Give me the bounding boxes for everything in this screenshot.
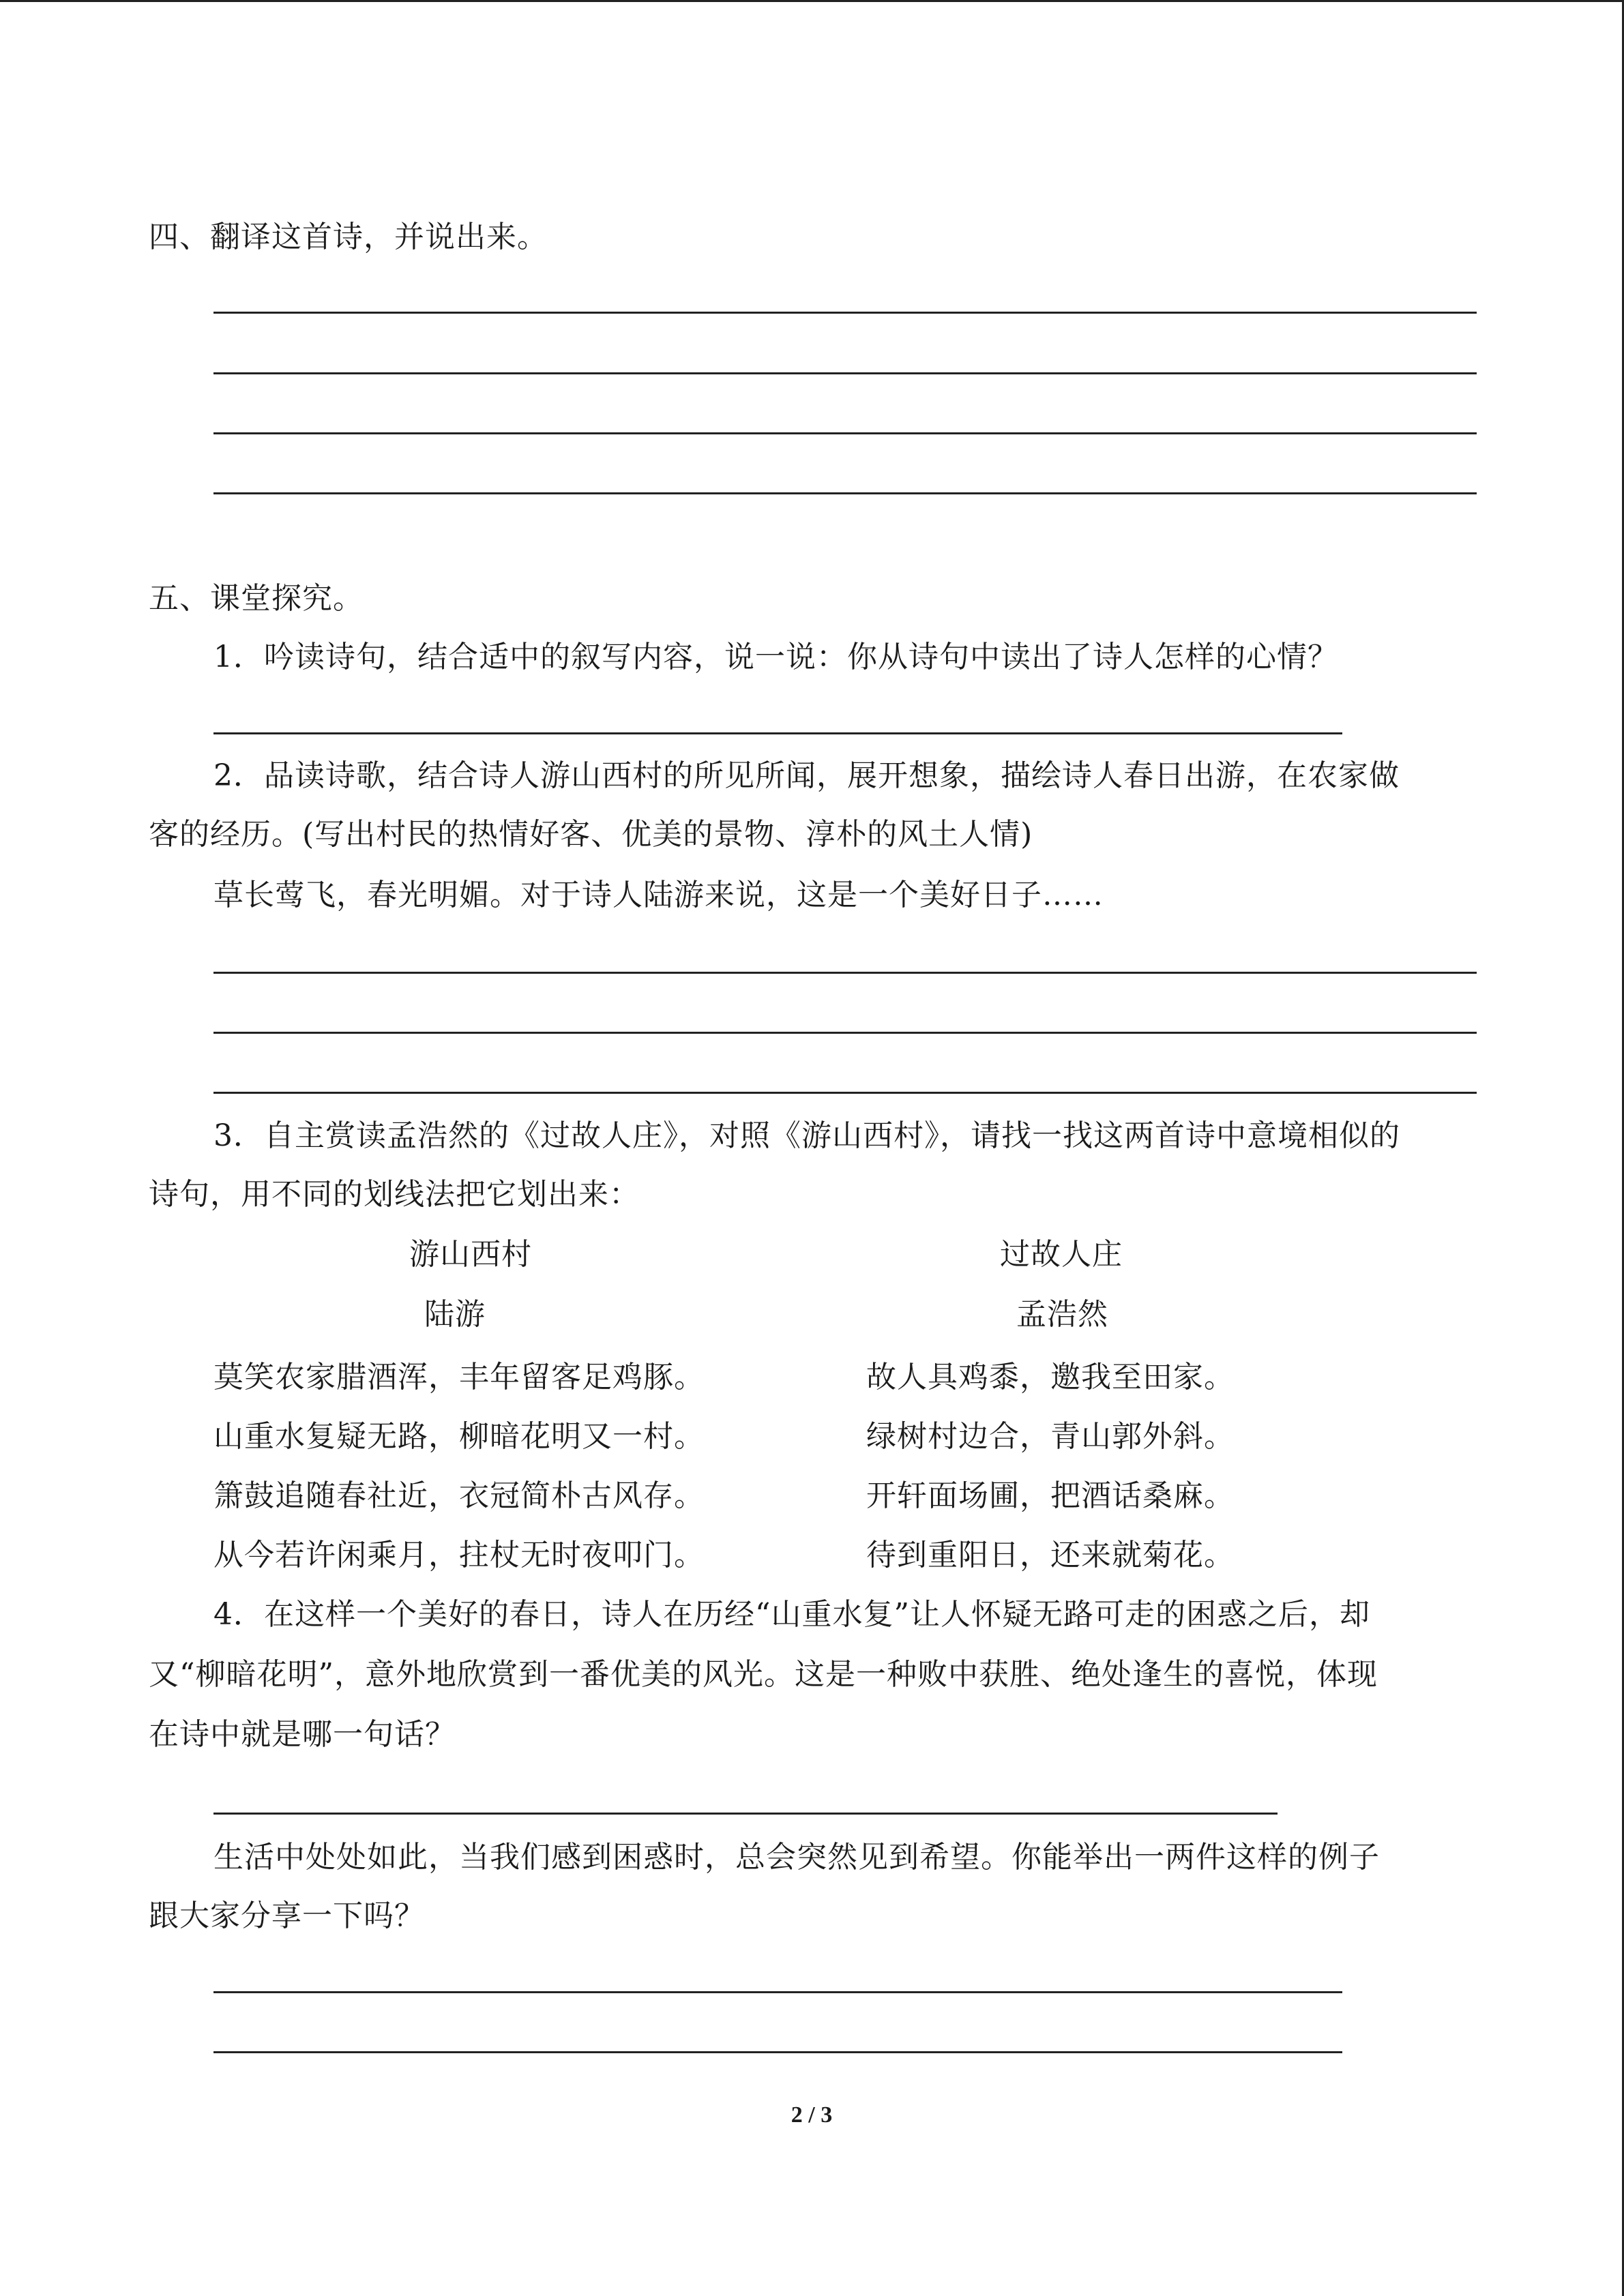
question-3-line2: 诗句，用不同的划线法把它划出来： [149, 1177, 640, 1212]
poem-left-line: 从今若许闲乘月，拄杖无时夜叩门。 [213, 1538, 705, 1572]
life-question-line2: 跟大家分享一下吗？ [149, 1898, 425, 1933]
question-4-line3: 在诗中就是哪一句话？ [149, 1717, 456, 1752]
question-4-line1: 4．在这样一个美好的春日，诗人在历经“山重水复”让人怀疑无路可走的困惑之后，却 [213, 1597, 1370, 1632]
poem-right-line: 待到重阳日，还来就菊花。 [866, 1538, 1235, 1572]
poem-left-title: 游山西村 [409, 1237, 532, 1272]
page-number: 2 / 3 [791, 2102, 833, 2128]
poem-right-author: 孟浩然 [1016, 1297, 1108, 1332]
answer-line[interactable] [213, 1991, 1342, 1993]
question-2-line1: 2．品读诗歌，结合诗人游山西村的所见所闻，展开想象，描绘诗人春日出游，在农家做 [213, 758, 1400, 793]
poem-right-line: 绿树村边合，青山郭外斜。 [866, 1419, 1235, 1454]
answer-line[interactable] [213, 1813, 1278, 1815]
section5-heading: 五、课堂探究。 [149, 581, 364, 616]
life-question-line1: 生活中处处如此，当我们感到困惑时，总会突然见到希望。你能举出一两件这样的例子 [213, 1840, 1380, 1875]
poem-right-line: 故人具鸡黍，邀我至田家。 [866, 1360, 1235, 1395]
answer-line[interactable] [213, 432, 1477, 434]
question-2-line2: 客的经历。(写出村民的热情好客、优美的景物、淳朴的风土人情) [149, 817, 1033, 852]
poem-right-line: 开轩面场圃，把酒话桑麻。 [866, 1478, 1235, 1513]
answer-line[interactable] [213, 1092, 1477, 1094]
answer-line[interactable] [213, 372, 1477, 374]
answer-line[interactable] [213, 2051, 1342, 2053]
poem-left-line: 山重水复疑无路，柳暗花明又一村。 [213, 1419, 705, 1454]
answer-line[interactable] [213, 732, 1342, 734]
answer-line[interactable] [213, 972, 1477, 974]
poem-left-line: 箫鼓追随春社近，衣冠简朴古风存。 [213, 1478, 705, 1513]
answer-line[interactable] [213, 1032, 1477, 1034]
answer-line[interactable] [213, 492, 1477, 494]
question-1: 1．吟读诗句，结合适中的叙写内容，说一说：你从诗句中读出了诗人怎样的心情？ [213, 640, 1338, 674]
question-4-line2: 又“柳暗花明”，意外地欣赏到一番优美的风光。这是一种败中获胜、绝处逢生的喜悦，体现 [149, 1657, 1378, 1692]
poem-right-title: 过故人庄 [1000, 1237, 1123, 1272]
poem-left-author: 陆游 [424, 1297, 486, 1332]
page-frame-top [0, 0, 1624, 2]
question-2-prompt: 草长莺飞，春光明媚。对于诗人陆游来说，这是一个美好日子…… [213, 878, 1104, 912]
poem-left-line: 莫笑农家腊酒浑，丰年留客足鸡豚。 [213, 1360, 705, 1395]
section4-heading: 四、翻译这首诗，并说出来。 [149, 220, 548, 254]
answer-line[interactable] [213, 312, 1477, 314]
question-3-line1: 3．自主赏读孟浩然的《过故人庄》，对照《游山西村》，请找一找这两首诗中意境相似的 [213, 1118, 1400, 1153]
